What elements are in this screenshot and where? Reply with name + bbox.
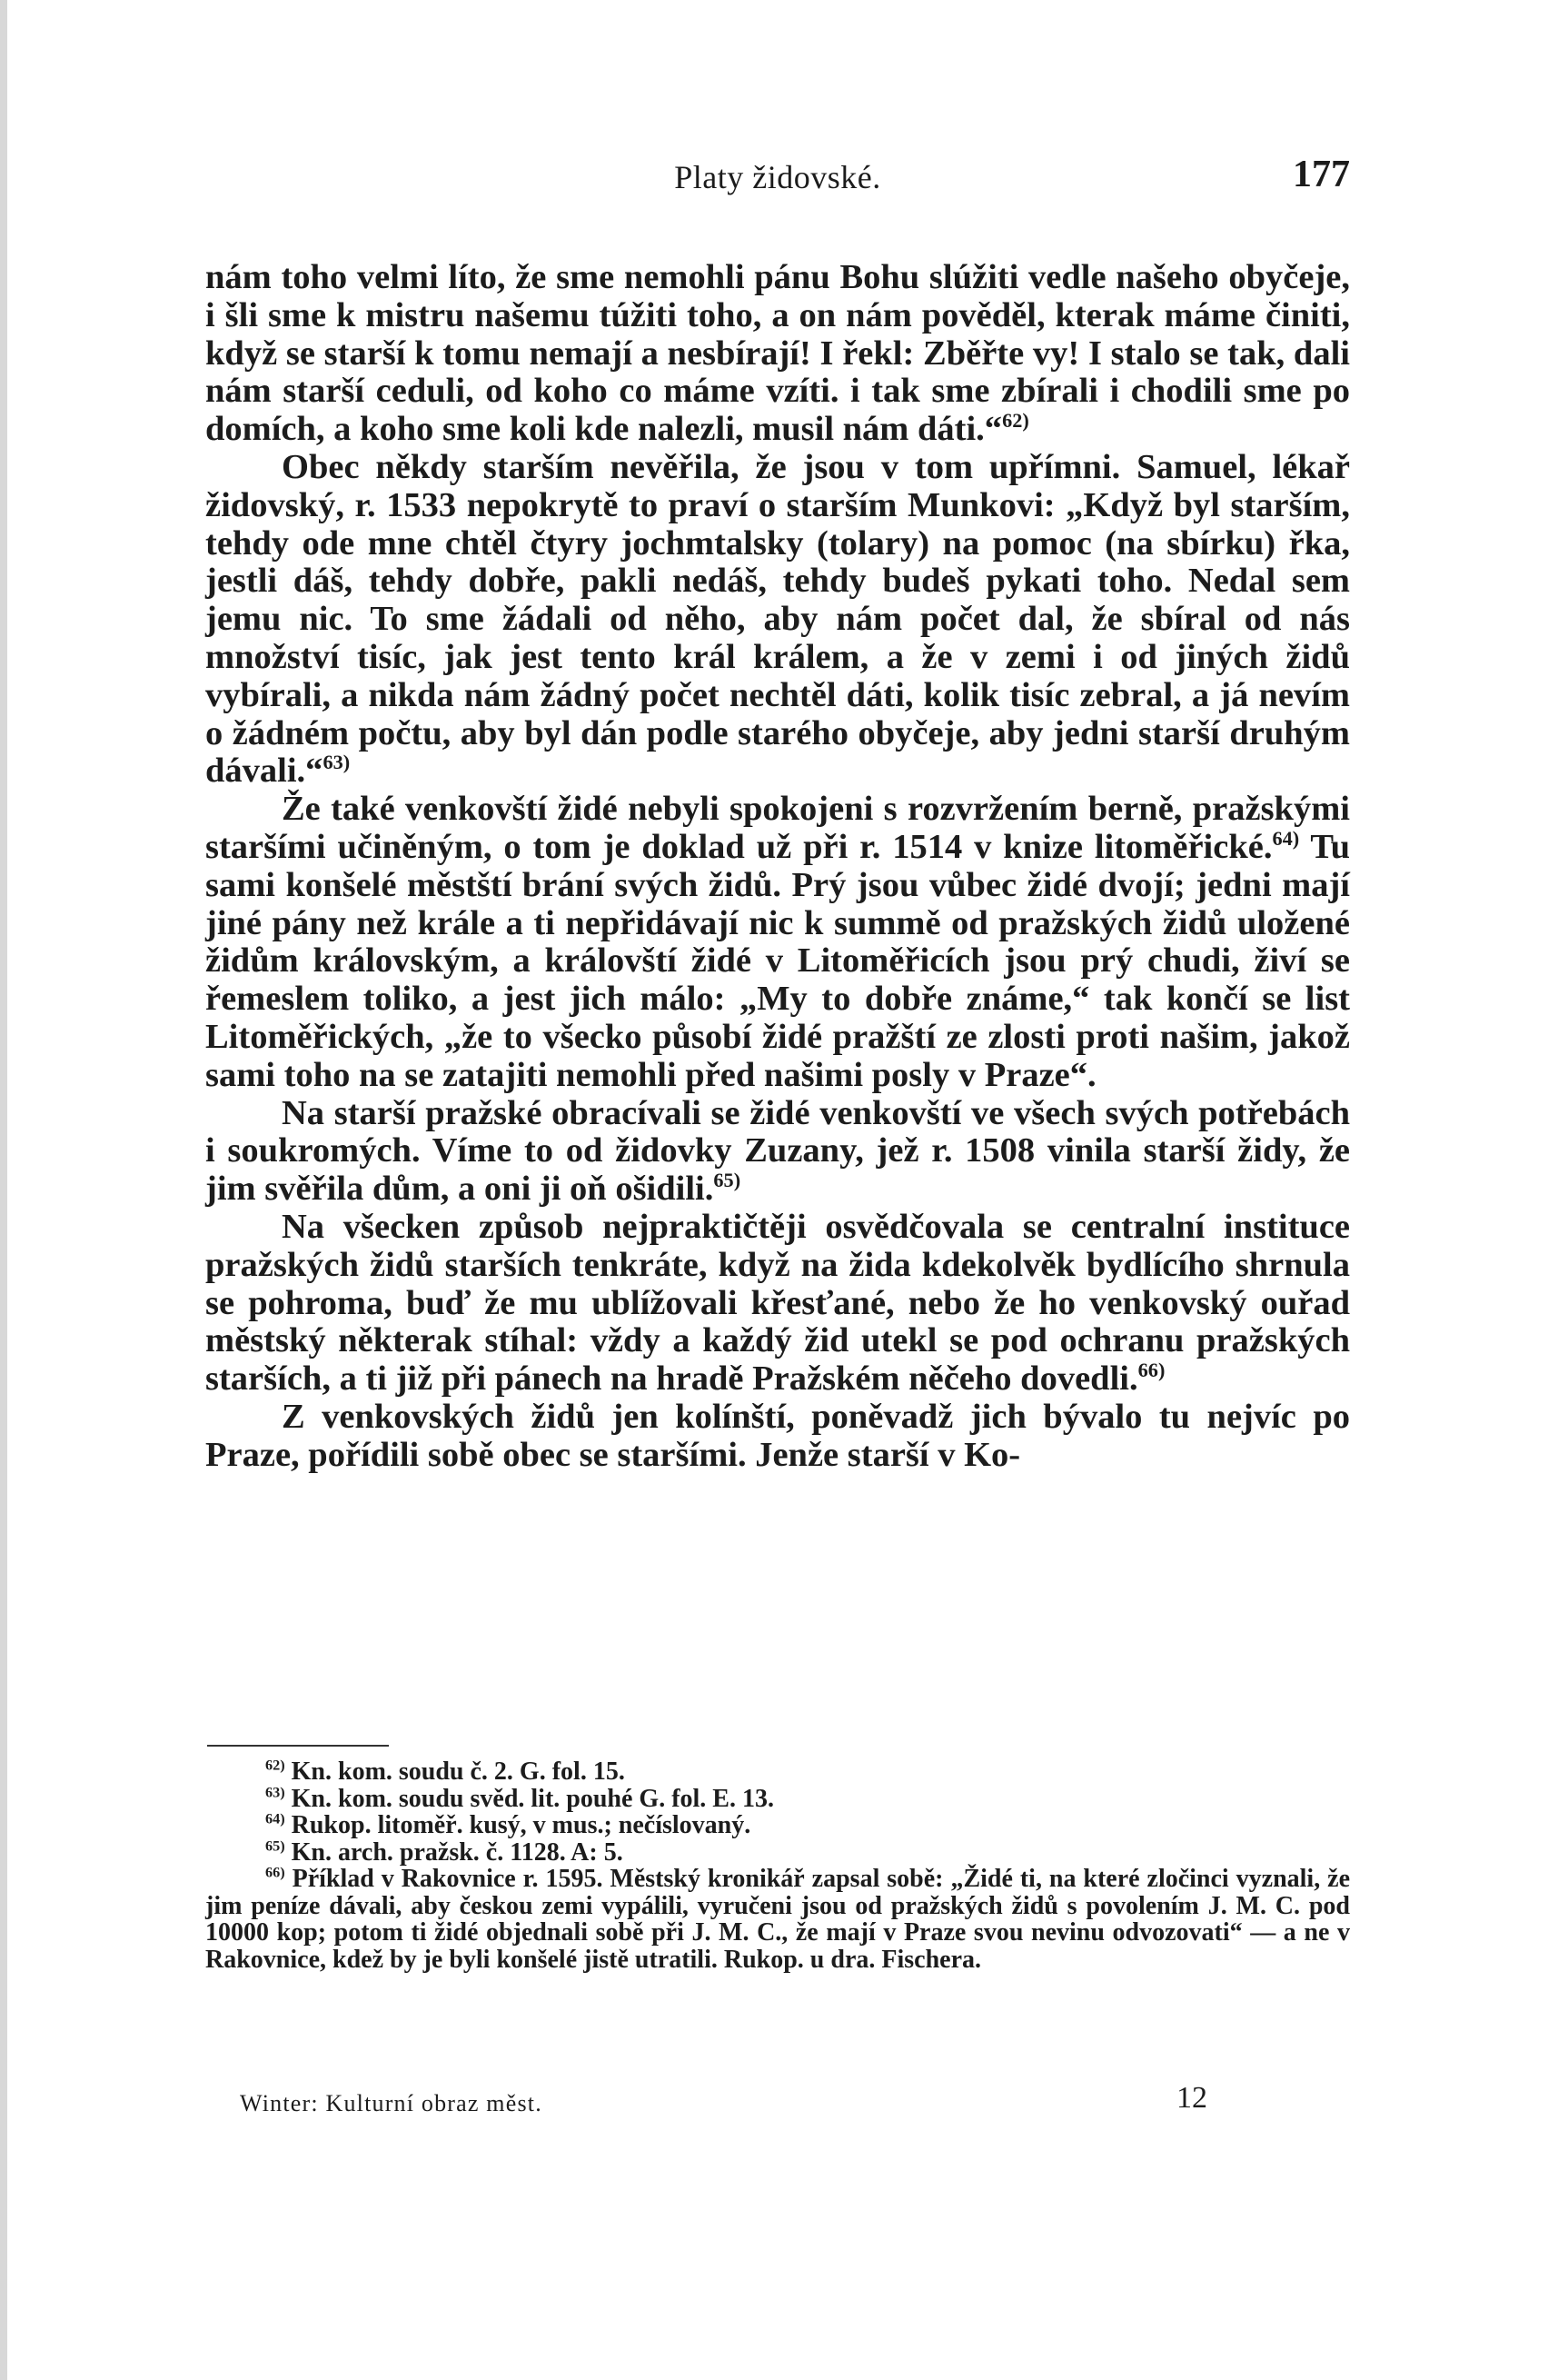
- paragraph: [205, 791, 1350, 1094]
- running-head: [205, 153, 1350, 207]
- paragraph: [205, 1399, 1350, 1475]
- footnote-text: Rukop. litoměř. kusý, v mus.; nečíslovaný.: [291, 1811, 751, 1839]
- footnotes: [205, 1758, 1350, 1973]
- note-reference: 66): [1137, 1359, 1166, 1382]
- note-reference: 63): [323, 751, 351, 774]
- page-edge: [0, 0, 7, 2380]
- footnote: [205, 1758, 1350, 1786]
- paragraph-text: nám toho velmi líto, že sme nemohli pánu Bohu slúžiti vedle našeho obyčeje, i šli sme k mistru našemu túžiti toho, a on nám pověděl, kterak máme činiti, když se starší k tomu nemají a nesbírají! I řekl: Zběřte vy! I stalo se tak, dali nám starší ceduli, od koho co máme vzíti. i tak sme zbírali i chodili sme po domích, a koho sme koli kde nalezli, musil nám dáti.“: [205, 258, 1350, 449]
- paragraph: [205, 259, 1350, 449]
- running-title: Platy židovské.: [674, 159, 881, 195]
- signature-line: Winter: Kulturní obraz měst.: [240, 2090, 542, 2116]
- footnote-text: Kn. kom. soudu svěd. lit. pouhé G. fol. E. 13.: [291, 1784, 774, 1813]
- paragraph-text: Na starší pražské obracívali se židé venkovští ve všech svých potřebách i soukromých. Víme to od židovky Zuzany, jež r. 1508 vinila starší židy, že jim svěřila dům, a oni ji oň ošidili.: [205, 1093, 1350, 1209]
- page-number: 177: [1293, 154, 1350, 195]
- footnote-mark: 63): [265, 1784, 285, 1801]
- body-text: [205, 259, 1350, 1475]
- paragraph-text: Z venkovských židů jen kolínští, poněvadž jich bývalo tu nejvíc po Praze, pořídili sobě obec se staršími. Jenže starší v Ko-: [205, 1397, 1350, 1474]
- paragraph: [205, 1209, 1350, 1399]
- footnote: [205, 1812, 1350, 1839]
- paragraph-text: Tu sami konšelé městští brání svých židů. Prý jsou vůbec židé dvojí; jedni mají jiné pány než krále a ti nepřidávají nic k summě od pražských židů uložené židům královským, a královští židé v Litoměřicích jsou prý chudi, živí se řemeslem toliko, a jest jich málo: „My to dobře známe,“ tak končí se list Litoměřických, „že to všecko působí židé pražští ze zlosti proti našim, jakož sami toho na se zatajiti nemohli před našimi posly v Praze“.: [205, 827, 1350, 1094]
- paragraph: [205, 1095, 1350, 1209]
- note-reference: 64): [1272, 827, 1300, 851]
- footnote: [205, 1839, 1350, 1867]
- footnote-rule: [207, 1745, 389, 1747]
- footnote-mark: 66): [265, 1864, 285, 1881]
- footnote-text: Kn. kom. soudu č. 2. G. fol. 15.: [291, 1758, 625, 1786]
- paragraph-text: Obec někdy starším nevěřila, že jsou v tom upřímni. Samuel, lékař židovský, r. 1533 nepokrytě to praví o starším Munkovi: „Když byl starším, tehdy ode mne chtěl čtyry jochmtalsky (tolary) na pomoc (na sbírku) řka, jestli dáš, tehdy dobře, pakli nedáš, tehdy budeš pykati toho. Nedal sem jemu nic. To sme žádali od něho, aby nám počet dal, že sbíral od nás množství tisíc, jak jest tento král králem, a že v zemi i od jiných židů vybírali, a nikda nám žádný počet nechtěl dáti, kolik tisíc zebral, a já nevím o žádném počtu, aby byl dán podle starého obyčeje, aby jedni starší druhým dávali.“: [205, 447, 1350, 791]
- note-reference: 65): [713, 1169, 741, 1192]
- footnote: [205, 1866, 1350, 1973]
- footnote-text: Kn. arch. pražsk. č. 1128. A: 5.: [291, 1837, 623, 1867]
- footnote-text: Příklad v Rakovnice r. 1595. Městský kronikář zapsal sobě: „Židé ti, na které zločinci vyznali, že jim peníze dávali, aby českou zemi vypálili, vyručeni jsou od pražských židů s povolením J. M. C. pod 10000 kop; potom ti židé objednali sobě při J. M. C., že mají v Praze svou nevinu odvozovati“ — a ne v Rakovnice, kdež by je byli konšelé jistě utratili. Rukop. u dra. Fischera.: [205, 1865, 1351, 1974]
- footnote: [205, 1786, 1350, 1813]
- paragraph: [205, 449, 1350, 791]
- note-reference: 62): [1002, 409, 1029, 433]
- signature-number: 12: [1176, 2081, 1207, 2115]
- paragraph-text: Že také venkovští židé nebyli spokojeni s rozvržením berně, pražskými staršími učiněným, o tom je doklad už při r. 1514 v knize litoměřické.: [205, 790, 1350, 866]
- footnote-mark: 62): [265, 1757, 285, 1774]
- paragraph-text: Na všecken způsob nejpraktičtěji osvědčovala se centralní instituce pražských židů starších tenkráte, když na žida kdekolvěk bydlícího shrnula se pohroma, buď že mu ublížovali křesťané, nebo že ho venkovský ouřad městský některak stíhal: vždy a každý žid utekl se pod ochranu pražských starších, a ti již při pánech na hradě Pražském něčeho dovedli.: [205, 1207, 1350, 1399]
- footnote-mark: 64): [265, 1810, 285, 1827]
- footnote-mark: 65): [265, 1837, 285, 1855]
